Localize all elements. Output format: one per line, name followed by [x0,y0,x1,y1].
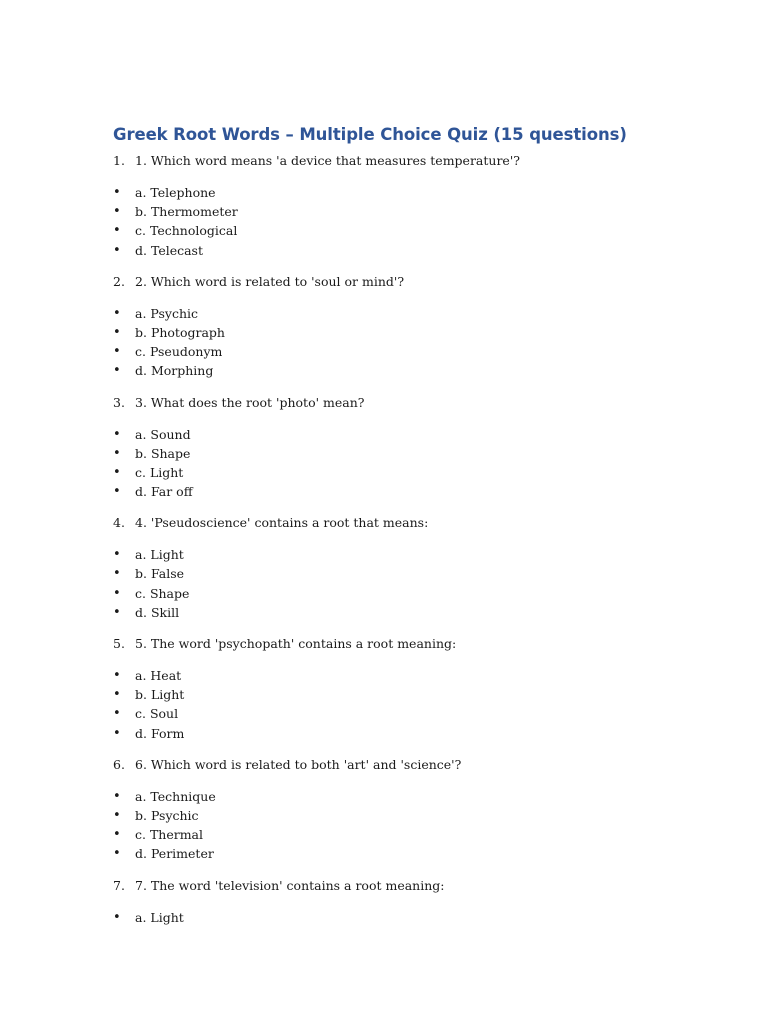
bullet-icon: • [113,445,121,461]
bullet-icon: • [113,687,121,703]
question-text: 2. Which word is related to 'soul or mind'? [135,273,405,289]
option-item [113,844,713,863]
option-text: a. Psychic [135,305,199,321]
option-text: c. Thermal [135,827,204,843]
option-item [113,603,713,622]
options-list [113,908,713,927]
option-item [113,221,713,240]
question-text: 1. Which word means 'a device that measures temperature'? [135,153,520,168]
document-page [113,124,713,940]
bullet-icon: • [113,566,121,582]
question-line [113,273,713,290]
option-item [113,323,713,342]
question-number: 3. [113,394,125,410]
bullet-icon: • [113,223,121,239]
options-list [113,666,713,743]
option-text: b. False [135,566,185,582]
question-number: 1. [113,153,125,168]
option-text: a. Light [135,909,184,925]
option-text: d. Morphing [135,363,214,379]
option-item [113,463,713,482]
bullet-icon: • [113,426,121,442]
bullet-icon: • [113,846,121,862]
question-number: 5. [113,636,125,651]
question-number: 2. [113,273,125,289]
question-number: 6. [113,756,125,772]
bullet-icon: • [113,706,121,722]
option-item [113,584,713,603]
bullet-icon: • [113,585,121,601]
bullet-icon: • [113,807,121,823]
question-text: 6. Which word is related to both 'art' and 'science'? [135,756,462,772]
bullet-icon: • [113,604,121,620]
bullet-icon: • [113,668,121,683]
bullet-icon: • [113,305,121,321]
question-text: 7. The word 'television' contains a root meaning: [135,877,445,893]
option-text: d. Skill [135,604,180,620]
option-item [113,724,713,743]
option-text: c. Light [135,464,184,480]
option-text: a. Heat [135,668,182,683]
option-text: d. Form [135,725,185,741]
options-list [113,545,713,622]
option-item [113,183,713,202]
question-line [113,514,713,531]
options-list [113,425,713,502]
question-3 [113,394,713,502]
option-text: a. Technique [135,788,216,804]
option-text: c. Soul [135,706,179,722]
option-text: b. Thermometer [135,204,238,220]
question-line [113,394,713,411]
option-item [113,241,713,260]
option-text: d. Far off [135,484,193,500]
option-text: a. Light [135,547,184,563]
option-item [113,908,713,927]
option-text: c. Technological [135,223,238,239]
options-list [113,183,713,260]
options-list [113,787,713,864]
option-item [113,425,713,444]
bullet-icon: • [113,484,121,500]
options-list [113,304,713,381]
bullet-icon: • [113,344,121,360]
question-line [113,756,713,773]
question-6 [113,756,713,864]
question-1 [113,152,713,260]
question-number: 4. [113,515,125,531]
option-text: d. Telecast [135,242,203,258]
option-text: b. Light [135,687,185,703]
option-text: c. Shape [135,585,190,601]
page-title: Greek Root Words – Multiple Choice Quiz (15 questions) [113,125,627,144]
option-text: d. Perimeter [135,846,214,862]
bullet-icon: • [113,788,121,804]
option-item [113,685,713,704]
option-item [113,806,713,825]
question-number: 7. [113,877,125,893]
bullet-icon: • [113,547,121,563]
option-item [113,304,713,323]
option-item [113,482,713,501]
question-5 [113,635,713,743]
bullet-icon: • [113,363,121,379]
option-item [113,704,713,723]
bullet-icon: • [113,909,121,925]
bullet-icon: • [113,827,121,843]
question-text: 4. 'Pseudoscience' contains a root that means: [135,515,429,531]
option-text: b. Shape [135,445,191,461]
option-item [113,361,713,380]
option-item [113,787,713,806]
question-line [113,635,713,652]
bullet-icon: • [113,464,121,480]
option-item [113,825,713,844]
question-2 [113,273,713,381]
option-item [113,444,713,463]
option-item [113,202,713,221]
bullet-icon: • [113,242,121,258]
option-item [113,564,713,583]
question-line [113,152,713,169]
option-text: a. Telephone [135,185,216,200]
question-line [113,877,713,894]
option-text: c. Pseudonym [135,344,223,360]
bullet-icon: • [113,725,121,741]
bullet-icon: • [113,204,121,220]
question-4 [113,514,713,622]
option-text: b. Photograph [135,324,225,340]
option-item [113,666,713,685]
option-text: b. Psychic [135,807,199,823]
bullet-icon: • [113,324,121,340]
question-7 [113,877,713,927]
question-text: 5. The word 'psychopath' contains a root meaning: [135,636,457,651]
question-text: 3. What does the root 'photo' mean? [135,394,365,410]
option-item [113,545,713,564]
option-text: a. Sound [135,426,191,442]
option-item [113,342,713,361]
bullet-icon: • [113,185,121,200]
